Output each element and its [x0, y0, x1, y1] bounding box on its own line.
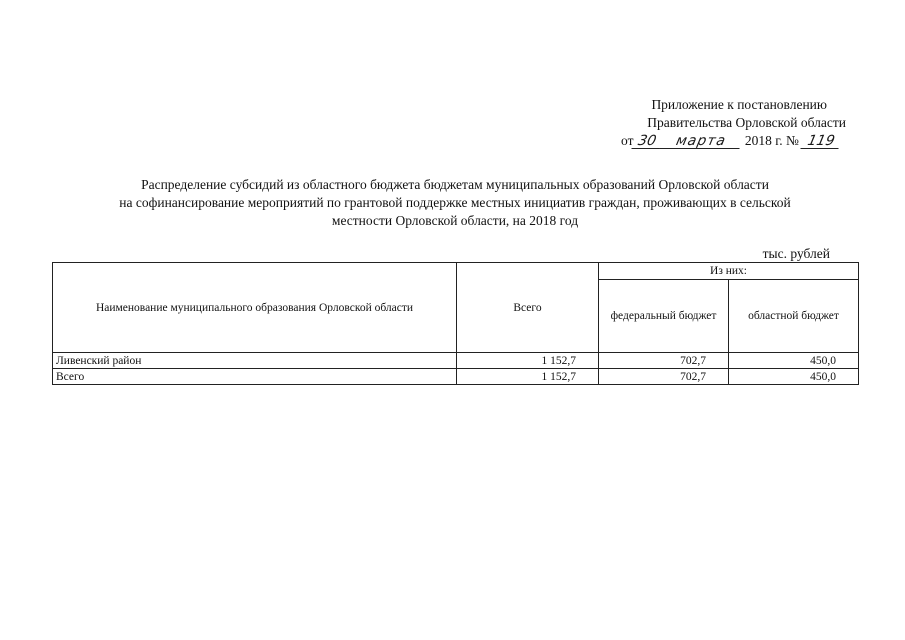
cell-name: Всего	[53, 369, 457, 385]
title-line-3: местности Орловской области, на 2018 год	[331, 213, 579, 228]
cell-federal: 702,7	[599, 353, 729, 369]
title-line-1: Распределение субсидий из областного бюджета бюджетам муниципальных образований Орловской области	[141, 177, 769, 192]
cell-regional: 450,0	[729, 369, 859, 385]
header-name: Наименование муниципального образования Орловской области	[53, 263, 457, 353]
appendix-header	[600, 96, 860, 150]
units-label: тыс. рублей	[762, 246, 830, 261]
handwritten-month: марта	[660, 134, 743, 149]
appendix-date-line	[600, 132, 860, 150]
cell-total: 1 152,7	[457, 353, 599, 369]
title-line-2: на софинансирование мероприятий по грантовой поддержке местных инициатив граждан, проживающих в сельской	[119, 195, 791, 210]
handwritten-number: 119	[801, 134, 842, 149]
subsidy-table	[52, 262, 859, 385]
cell-name: Ливенский район	[53, 353, 457, 369]
document-title	[60, 176, 850, 230]
year-text: 2018 г. №	[744, 133, 799, 148]
table-row	[53, 369, 859, 385]
cell-federal: 702,7	[599, 369, 729, 385]
header-federal: федеральный бюджет	[599, 280, 729, 353]
appendix-line-2: Правительства Орловской области	[647, 115, 846, 130]
header-of-which: Из них:	[599, 263, 859, 280]
header-regional: областной бюджет	[729, 280, 859, 353]
cell-regional: 450,0	[729, 353, 859, 369]
cell-total: 1 152,7	[457, 369, 599, 385]
from-prefix: от	[621, 133, 634, 148]
handwritten-day: 30	[632, 134, 663, 149]
appendix-line-1: Приложение к постановлению	[651, 97, 827, 112]
table-row	[53, 353, 859, 369]
header-total: Всего	[457, 263, 599, 353]
